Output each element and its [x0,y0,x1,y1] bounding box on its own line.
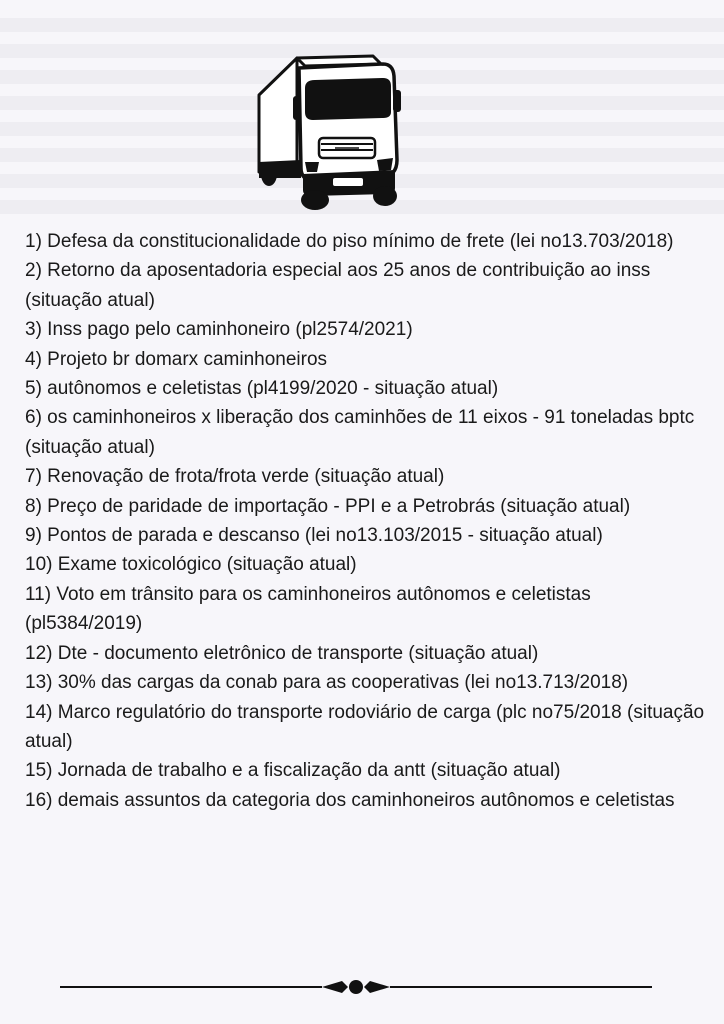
list-item: 3) Inss pago pelo caminhoneiro (pl2574/2021) [25,319,413,341]
list-item: 2) Retorno da aposentadoria especial aos 25 anos de contribuição ao inss (situação atual) [25,260,651,311]
list-item: 8) Preço de paridade de importação - PPI e a Petrobrás (situação atual) [25,495,631,517]
list-item: 11) Voto em trânsito para os caminhoneiros autônomos e celetistas (pl5384/2019) [25,583,591,635]
list-item: 12) Dte - documento eletrônico de transporte (situação atual) [25,642,539,664]
list-item: 16) demais assuntos da categoria dos caminhoneiros autônomos e celetistas [25,789,675,811]
list-item: 13) 30% das cargas da conab para as cooperativas (lei no13.713/2018) [25,672,629,694]
list-item: 14) Marco regulatório do transporte rodoviário de carga (plc no75/2018 (situação atual) [25,701,705,752]
list-item: 4) Projeto br domarx caminhoneiros [25,348,328,370]
list-item: 6) os caminhoneiros x liberação dos caminhões de 11 eixos - 91 toneladas bptc (situação atual) [25,407,695,458]
list-item: 1) Defesa da constitucionalidade do piso mínimo de frete (lei no13.703/2018) [25,231,674,252]
topic-list [25,227,705,815]
list-item: 7) Renovação de frota/frota verde (situação atual) [25,466,445,488]
list-item: 9) Pontos de parada e descanso (lei no13.103/2015 - situação atual) [25,525,603,547]
list-item: 15) Jornada de trabalho e a fiscalização da antt (situação atual) [25,760,561,782]
truck-icon [255,50,405,212]
list-item: 10) Exame toxicológico (situação atual) [25,554,357,576]
divider-ornament [60,970,652,1004]
list-item: 5) autônomos e celetistas (pl4199/2020 - situação atual) [25,378,499,400]
